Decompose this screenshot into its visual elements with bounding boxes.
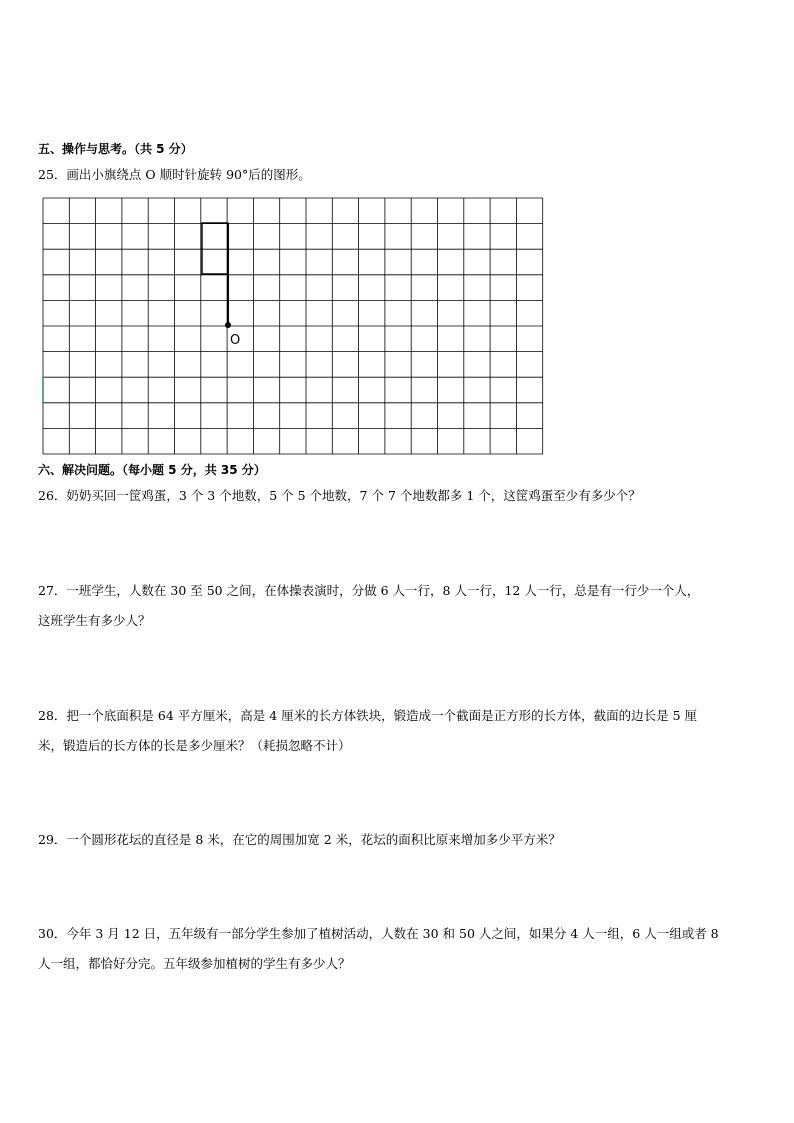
question-26: 26．奶奶买回一筐鸡蛋，3 个 3 个地数，5 个 5 个地数，7 个 7 个地数都多 1 个，这筐鸡蛋至少有多少个？ (38, 488, 641, 503)
point-o-label: O (230, 333, 241, 348)
question-27-line-1: 27．一班学生，人数在 30 至 50 之间，在体操表演时，分做 6 人一行，8 人一行，12 人一行，总是有一行少一个人， (38, 583, 700, 598)
question-30-line-2: 人一组，都恰好分完。五年级参加植树的学生有多少人？ (38, 956, 351, 971)
flag-rectangle (202, 223, 228, 274)
section-heading-problems: 六、解决问题。（每小题 5 分，共 35 分） (38, 463, 266, 477)
rotation-grid-figure (42, 197, 546, 455)
grid-lines (43, 198, 543, 454)
question-29: 29．一个圆形花坛的直径是 8 米，在它的周围加宽 2 米，花坛的面积比原来增加多少平方米？ (38, 832, 561, 847)
question-27-line-2: 这班学生有多少人？ (38, 613, 151, 628)
rotation-center-point (225, 322, 231, 328)
question-25: 25．画出小旗绕点 O 顺时针旋转 90°后的图形。 (38, 167, 311, 182)
question-30-line-1: 30．今年 3 月 12 日，五年级有一部分学生参加了植树活动，人数在 30 和 50 人之间，如果分 4 人一组，6 人一组或者 8 (38, 926, 719, 941)
section-heading-operation: 五、操作与思考。（共 5 分） (38, 142, 193, 156)
question-28-line-1: 28．把一个底面积是 64 平方厘米，高是 4 厘米的长方体铁块，锻造成一个截面是正方形的长方体，截面的边长是 5 厘 (38, 708, 698, 723)
flag-figure (202, 223, 231, 328)
question-28-line-2: 米，锻造后的长方体的长是多少厘米？（耗损忽略不计） (38, 738, 351, 753)
